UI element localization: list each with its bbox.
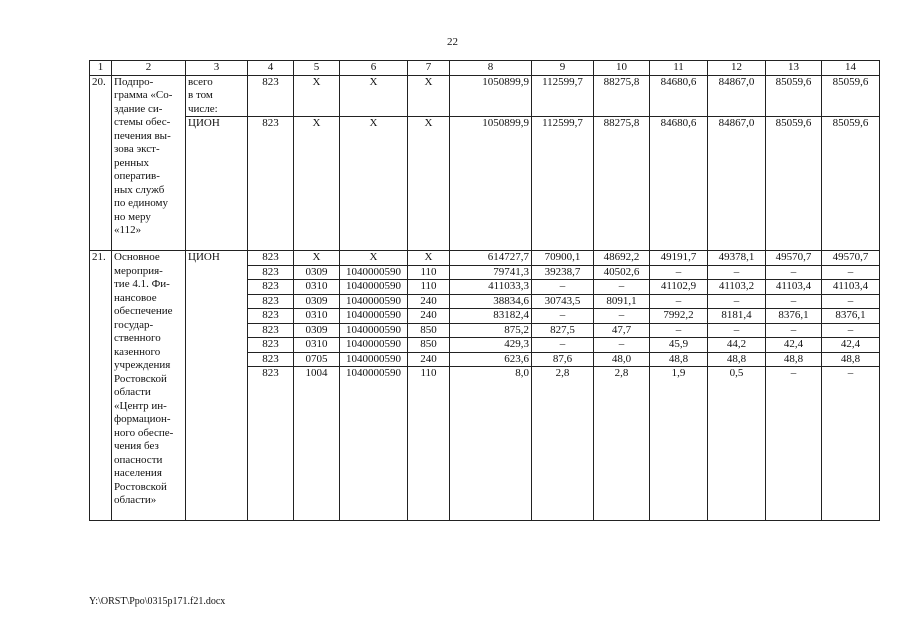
value-cell: –	[766, 323, 822, 338]
value-cell: –	[708, 265, 766, 280]
value-cell: 827,5	[532, 323, 594, 338]
value-cell: 0705	[294, 352, 340, 367]
column-header: 1	[90, 61, 112, 76]
column-header: 14	[822, 61, 880, 76]
value-cell: 823	[248, 352, 294, 367]
value-cell: 41103,4	[822, 280, 880, 295]
column-header: 8	[450, 61, 532, 76]
value-cell: 84867,0	[708, 117, 766, 251]
value-cell: 240	[408, 294, 450, 309]
value-cell: 1040000590	[340, 294, 408, 309]
value-cell: 240	[408, 309, 450, 324]
value-cell: 85059,6	[822, 117, 880, 251]
column-header: 11	[650, 61, 708, 76]
value-cell: 84680,6	[650, 75, 708, 117]
value-cell: Х	[294, 75, 340, 117]
value-cell: 38834,6	[450, 294, 532, 309]
value-cell: –	[822, 294, 880, 309]
value-cell: 1040000590	[340, 367, 408, 521]
column-header: 6	[340, 61, 408, 76]
value-cell: 41102,9	[650, 280, 708, 295]
value-cell: Х	[408, 251, 450, 266]
value-cell: –	[766, 367, 822, 521]
column-header: 10	[594, 61, 650, 76]
executor-label: всего в том числе:	[186, 75, 248, 117]
value-cell: 8,0	[450, 367, 532, 521]
value-cell: Х	[294, 117, 340, 251]
value-cell: 1050899,9	[450, 117, 532, 251]
value-cell: 110	[408, 367, 450, 521]
value-cell: –	[708, 294, 766, 309]
value-cell: 823	[248, 117, 294, 251]
value-cell: Х	[408, 75, 450, 117]
value-cell: –	[650, 294, 708, 309]
value-cell: –	[822, 367, 880, 521]
value-cell: 48,8	[822, 352, 880, 367]
value-cell: 49570,7	[822, 251, 880, 266]
value-cell: 85059,6	[766, 75, 822, 117]
table-body	[90, 61, 880, 521]
column-header: 4	[248, 61, 294, 76]
value-cell: 45,9	[650, 338, 708, 353]
value-cell: –	[822, 265, 880, 280]
value-cell: 823	[248, 265, 294, 280]
value-cell: 48,0	[594, 352, 650, 367]
value-cell: 8091,1	[594, 294, 650, 309]
budget-table	[89, 60, 880, 521]
column-header: 2	[112, 61, 186, 76]
value-cell: 41103,4	[766, 280, 822, 295]
column-header: 3	[186, 61, 248, 76]
value-cell: 1004	[294, 367, 340, 521]
value-cell: 1,9	[650, 367, 708, 521]
value-cell: –	[594, 280, 650, 295]
value-cell: 48692,2	[594, 251, 650, 266]
value-cell: 0310	[294, 309, 340, 324]
column-header: 9	[532, 61, 594, 76]
value-cell: 1040000590	[340, 280, 408, 295]
value-cell: 49191,7	[650, 251, 708, 266]
value-cell: 8376,1	[822, 309, 880, 324]
value-cell: 48,8	[766, 352, 822, 367]
value-cell: 823	[248, 251, 294, 266]
value-cell: 1050899,9	[450, 75, 532, 117]
value-cell: 823	[248, 280, 294, 295]
column-header: 7	[408, 61, 450, 76]
value-cell: 84680,6	[650, 117, 708, 251]
value-cell: –	[766, 294, 822, 309]
program-name: Подпро- грамма «Со- здание си- стемы обес- печения вы- зова экст- ренных оператив- ных служб по единому но меру «112»	[112, 75, 186, 251]
value-cell: 110	[408, 265, 450, 280]
column-header: 12	[708, 61, 766, 76]
value-cell: Х	[408, 117, 450, 251]
value-cell: –	[650, 265, 708, 280]
value-cell: 0310	[294, 338, 340, 353]
value-cell: 48,8	[708, 352, 766, 367]
value-cell: Х	[294, 251, 340, 266]
value-cell: 1040000590	[340, 352, 408, 367]
column-header: 5	[294, 61, 340, 76]
value-cell: –	[532, 338, 594, 353]
value-cell: 240	[408, 352, 450, 367]
value-cell: 875,2	[450, 323, 532, 338]
value-cell: 614727,7	[450, 251, 532, 266]
column-header: 13	[766, 61, 822, 76]
value-cell: 1040000590	[340, 265, 408, 280]
executor-label: ЦИОН	[186, 117, 248, 251]
value-cell: 823	[248, 367, 294, 521]
page-number: 22	[447, 36, 458, 48]
value-cell: –	[532, 280, 594, 295]
value-cell: 850	[408, 323, 450, 338]
table-row	[90, 117, 880, 251]
value-cell: –	[532, 309, 594, 324]
value-cell: 112599,7	[532, 75, 594, 117]
value-cell: –	[594, 338, 650, 353]
value-cell: Х	[340, 251, 408, 266]
value-cell: 623,6	[450, 352, 532, 367]
value-cell: 41103,2	[708, 280, 766, 295]
value-cell: 44,2	[708, 338, 766, 353]
value-cell: –	[594, 309, 650, 324]
row-number: 21.	[90, 251, 112, 521]
value-cell: 30743,5	[532, 294, 594, 309]
value-cell: –	[766, 265, 822, 280]
value-cell: –	[708, 323, 766, 338]
value-cell: 49570,7	[766, 251, 822, 266]
value-cell: 70900,1	[532, 251, 594, 266]
value-cell: 85059,6	[766, 117, 822, 251]
file-path-footer: Y:\ORST\Ppo\0315p171.f21.docx	[89, 596, 226, 607]
value-cell: 429,3	[450, 338, 532, 353]
value-cell: 823	[248, 323, 294, 338]
value-cell: 39238,7	[532, 265, 594, 280]
value-cell: 112599,7	[532, 117, 594, 251]
value-cell: 411033,3	[450, 280, 532, 295]
table-row	[90, 75, 880, 117]
value-cell: 42,4	[766, 338, 822, 353]
value-cell: 0310	[294, 280, 340, 295]
value-cell: –	[822, 323, 880, 338]
row-number: 20.	[90, 75, 112, 251]
value-cell: 0,5	[708, 367, 766, 521]
value-cell: 823	[248, 75, 294, 117]
table-row	[90, 251, 880, 266]
value-cell: 42,4	[822, 338, 880, 353]
value-cell: 0309	[294, 323, 340, 338]
measure-name: Основное мероприя- тие 4.1. Фи- нансовое обеспечение государ- ственного казенного учреждения Ростовской области «Центр ин- формацион- ного обеспе- чения без опасности населения Ростовской области»	[112, 251, 186, 521]
value-cell: 1040000590	[340, 323, 408, 338]
value-cell: 850	[408, 338, 450, 353]
value-cell: 823	[248, 338, 294, 353]
value-cell: 88275,8	[594, 117, 650, 251]
value-cell: 47,7	[594, 323, 650, 338]
value-cell: 2,8	[532, 367, 594, 521]
value-cell: 8181,4	[708, 309, 766, 324]
value-cell: 88275,8	[594, 75, 650, 117]
value-cell: 83182,4	[450, 309, 532, 324]
value-cell: 79741,3	[450, 265, 532, 280]
value-cell: 2,8	[594, 367, 650, 521]
value-cell: 1040000590	[340, 309, 408, 324]
value-cell: Х	[340, 117, 408, 251]
executor-label: ЦИОН	[186, 251, 248, 521]
value-cell: 49378,1	[708, 251, 766, 266]
value-cell: 85059,6	[822, 75, 880, 117]
value-cell: 7992,2	[650, 309, 708, 324]
value-cell: 823	[248, 294, 294, 309]
value-cell: 0309	[294, 265, 340, 280]
header-row	[90, 61, 880, 76]
value-cell: 84867,0	[708, 75, 766, 117]
value-cell: 40502,6	[594, 265, 650, 280]
value-cell: 48,8	[650, 352, 708, 367]
value-cell: 1040000590	[340, 338, 408, 353]
value-cell: 8376,1	[766, 309, 822, 324]
value-cell: 0309	[294, 294, 340, 309]
value-cell: 823	[248, 309, 294, 324]
value-cell: 87,6	[532, 352, 594, 367]
value-cell: Х	[340, 75, 408, 117]
value-cell: –	[650, 323, 708, 338]
value-cell: 110	[408, 280, 450, 295]
